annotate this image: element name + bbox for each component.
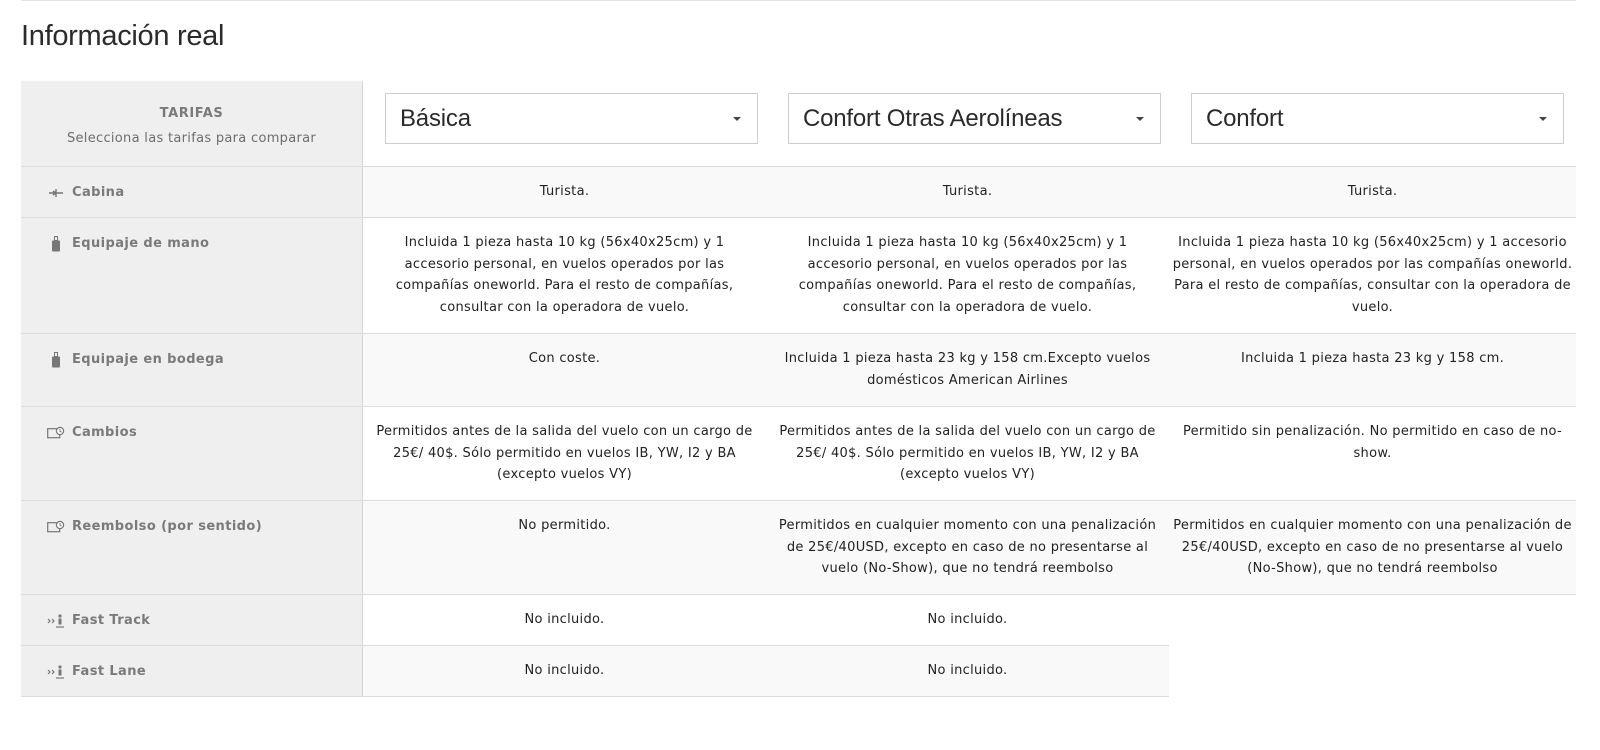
table-cell: Turista. — [1169, 167, 1576, 218]
table-cell: Incluida 1 pieza hasta 23 kg y 158 cm.Excepto vuelos domésticos American Airlines — [766, 334, 1169, 407]
row-label-equipaje-de-mano — [21, 218, 363, 334]
table-cell: No incluido. — [363, 595, 766, 646]
fares-title: TARIFAS — [159, 105, 224, 121]
fare-select-cell-3 — [1169, 81, 1576, 167]
page-title: Información real — [21, 20, 225, 52]
fare-select-value: Confort Otras Aerolíneas — [803, 104, 1063, 132]
fare-select-3[interactable] — [1191, 93, 1564, 144]
refund-ticket-icon — [46, 518, 66, 536]
table-cell: No incluido. — [363, 646, 766, 697]
table-cell: Turista. — [363, 167, 766, 218]
fast-lane-icon — [46, 663, 66, 681]
table-cell: Incluida 1 pieza hasta 23 kg y 158 cm. — [1169, 334, 1576, 407]
table-cell: Permitidos en cualquier momento con una penalización de 25€/40USD, excepto en caso de no presentarse al vuelo (No-Show), que no tendrá reembolso — [1169, 501, 1576, 595]
table-cell: Con coste. — [363, 334, 766, 407]
fare-select-2[interactable] — [788, 93, 1161, 144]
fare-select-value: Básica — [400, 104, 471, 132]
row-label-text: Fast Lane — [72, 664, 147, 679]
fare-select-cell-2 — [766, 81, 1169, 167]
table-cell: No incluido. — [766, 595, 1169, 646]
row-label-text: Reembolso (por sentido) — [72, 519, 263, 534]
table-cell: Permitidos en cualquier momento con una penalización de 25€/40USD, excepto en caso de no presentarse al vuelo (No-Show), que no tendrá reembolso — [766, 501, 1169, 595]
ticket-change-icon — [46, 424, 66, 442]
row-label-cabina — [21, 167, 363, 218]
top-divider — [21, 0, 1576, 1]
row-label-fast-lane — [21, 646, 363, 697]
fares-header-label — [21, 81, 363, 167]
table-cell: Incluida 1 pieza hasta 10 kg (56x40x25cm) y 1 accesorio personal, en vuelos operados por las compañías oneworld. Para el resto de compañías, consultar con la operadora de vuelo. — [766, 218, 1169, 334]
checked-luggage-icon — [46, 351, 66, 369]
row-label-text: Cambios — [72, 425, 138, 440]
row-label-text: Cabina — [72, 185, 125, 200]
fare-comparison-table — [21, 81, 1576, 697]
table-cell: Permitidos antes de la salida del vuelo con un cargo de 25€/ 40$. Sólo permitido en vuelos IB, YW, I2 y BA (excepto vuelos VY) — [363, 407, 766, 501]
row-label-text: Equipaje de mano — [72, 236, 210, 251]
empty-cell — [1169, 646, 1576, 697]
table-cell: Permitido sin penalización. No permitido en caso de no-show. — [1169, 407, 1576, 501]
fast-track-icon — [46, 612, 66, 630]
row-label-fast-track — [21, 595, 363, 646]
chevron-down-icon — [733, 117, 741, 121]
hand-luggage-icon — [46, 235, 66, 253]
fare-select-cell-1 — [363, 81, 766, 167]
fare-select-1[interactable] — [385, 93, 758, 144]
row-label-equipaje-en-bodega — [21, 334, 363, 407]
fares-subtitle: Selecciona las tarifas para comparar — [66, 130, 317, 146]
row-label-cambios — [21, 407, 363, 501]
table-cell: No permitido. — [363, 501, 766, 595]
plane-icon — [46, 184, 66, 202]
chevron-down-icon — [1136, 117, 1144, 121]
table-cell: Turista. — [766, 167, 1169, 218]
fare-select-value: Confort — [1206, 104, 1284, 132]
table-cell: Permitidos antes de la salida del vuelo con un cargo de 25€/ 40$. Sólo permitido en vuelos IB, YW, I2 y BA (excepto vuelos VY) — [766, 407, 1169, 501]
table-cell: No incluido. — [766, 646, 1169, 697]
table-cell: Incluida 1 pieza hasta 10 kg (56x40x25cm) y 1 accesorio personal, en vuelos operados por las compañías oneworld. Para el resto de compañías, consultar con la operadora de vuelo. — [1169, 218, 1576, 334]
row-label-reembolso-por-sentido — [21, 501, 363, 595]
chevron-down-icon — [1539, 117, 1547, 121]
empty-cell — [1169, 595, 1576, 646]
row-label-text: Equipaje en bodega — [72, 352, 225, 367]
table-cell: Incluida 1 pieza hasta 10 kg (56x40x25cm) y 1 accesorio personal, en vuelos operados por las compañías oneworld. Para el resto de compañías, consultar con la operadora de vuelo. — [363, 218, 766, 334]
row-label-text: Fast Track — [72, 613, 151, 628]
